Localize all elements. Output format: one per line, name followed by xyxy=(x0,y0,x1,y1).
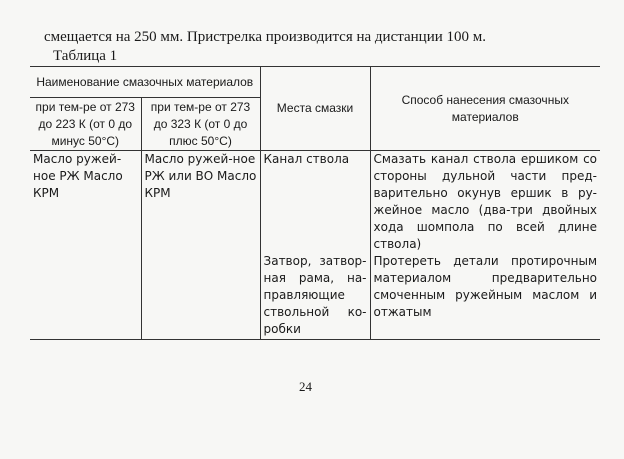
header-places: Места смазки xyxy=(260,67,370,151)
material-low-cell: Масло ружей-ное РЖ Масло КРМ xyxy=(30,151,141,340)
header-method: Способ нанесения смазочных материалов xyxy=(370,67,600,151)
header-temp-high: при тем-ре от 273 до 323 К (от 0 до плюс 50°С) xyxy=(141,98,260,151)
material-high-cell: Масло ружей-ное РЖ или ВО Масло КРМ xyxy=(141,151,260,340)
header-materials-group: Наименование смазочных материалов xyxy=(30,67,260,98)
place-cell: Канал ствола xyxy=(260,151,370,254)
intro-line: смещается на 250 мм. Пристрелка производится на дистанции 100 м. xyxy=(44,29,486,45)
method-cell: Смазать канал ствола ершиком со стороны дульной части пред-варительно окунув ершик в ру-жейное масло (два-три двойных хода шомпола по всей длине ствола) xyxy=(370,151,600,254)
page-number: 24 xyxy=(299,379,312,394)
lubricants-table xyxy=(30,66,600,340)
place-cell: Затвор, затвор-ная рама, на-правляющие ствольной ко-робки xyxy=(260,253,370,340)
method-cell: Протереть детали протирочным материалом предварительно смоченным ружейным маслом и отжатым xyxy=(370,253,600,340)
header-temp-low: при тем-ре от 273 до 223 К (от 0 до минус 50°С) xyxy=(30,98,141,151)
table-caption: Таблица 1 xyxy=(53,48,118,64)
